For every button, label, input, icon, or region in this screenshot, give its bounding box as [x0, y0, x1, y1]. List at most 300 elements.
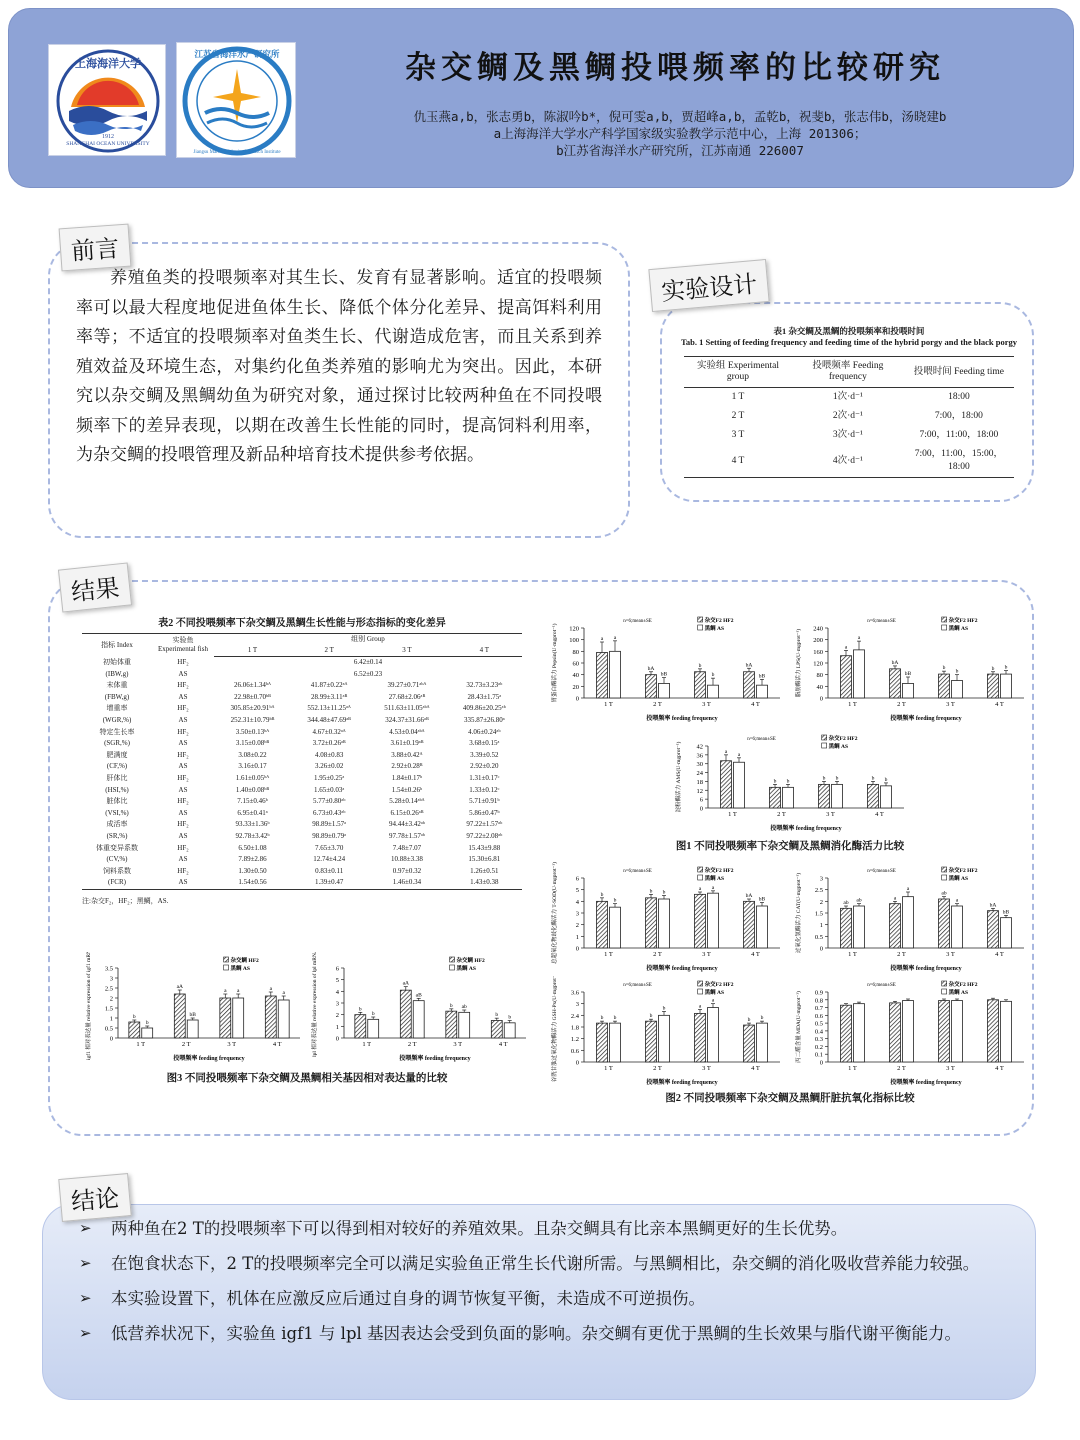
- significance-label: aB: [415, 992, 422, 999]
- table-cell: 5.28±0.14ᵃᵇᴬ: [389, 797, 425, 806]
- chart-cat: [792, 862, 1032, 974]
- bar-hf2: [939, 674, 950, 698]
- table-cell: 15.43±9.88: [468, 843, 501, 852]
- x-axis-label: 投喂频率 feeding frequency: [890, 1080, 962, 1086]
- bar-hf2: [174, 994, 185, 1038]
- significance-label: bB: [660, 671, 668, 678]
- bar-hf2: [988, 1000, 999, 1062]
- legend-swatch-hf2: [698, 981, 703, 986]
- table-cell: AS: [152, 877, 214, 889]
- table-row: [82, 843, 522, 855]
- table-cell: (FCR): [82, 877, 152, 889]
- table-cell: 18:00: [948, 392, 970, 402]
- table-row: [82, 750, 522, 762]
- y-axis-label: lpl 相对表达量 relative expression of lpl mRNA: [312, 952, 318, 1057]
- bar-as: [903, 683, 914, 698]
- fig2-caption: 图2 不同投喂频率下杂交鲷及黑鲷肝脏抗氧化指标比较: [665, 1093, 915, 1104]
- bar-hf2: [744, 1025, 755, 1062]
- table1-grid: [684, 356, 1014, 478]
- table-cell: 335.87±26.80ᵃ: [463, 715, 505, 724]
- table1-header-group: 实验组 Experimental group: [684, 357, 792, 388]
- y-tick-label: 0.9: [814, 989, 823, 997]
- bar-as: [233, 998, 244, 1038]
- legend-label-hf2: 杂交F2 HF2: [948, 982, 978, 988]
- significance-label: a: [906, 886, 910, 892]
- bar-as: [142, 1028, 153, 1038]
- table-cell: 5.77±0.80ᵃᵇ: [312, 797, 346, 806]
- list-item: [79, 1252, 1015, 1275]
- bar-hf2: [770, 787, 781, 808]
- y-tick-label: 4: [335, 988, 339, 996]
- y-tick-label: 24: [696, 770, 703, 778]
- table-cell: 97.78±1.57ᵃᵇ: [388, 831, 425, 840]
- legend-swatch-as: [450, 965, 455, 970]
- logo1-cn-text: 上海海洋大学: [75, 58, 141, 70]
- y-tick-label: 20: [572, 683, 579, 691]
- table-cell: 0.83±0.11: [315, 866, 344, 875]
- significance-label: a: [844, 644, 848, 651]
- x-axis-label: 投喂频率 feeding frequency: [890, 716, 962, 722]
- x-tick-label: 3 T: [227, 1041, 237, 1048]
- x-tick-label: 4 T: [751, 701, 760, 708]
- significance-label: bB: [189, 1012, 196, 1018]
- significance-label: a: [698, 1003, 702, 1010]
- table2-group-4t: 4 T: [447, 645, 522, 657]
- significance-label: a: [236, 988, 240, 994]
- bar-as: [734, 762, 745, 808]
- table-cell: 2.92±0.28ᴮ: [391, 762, 423, 771]
- table-cell: HF₂: [177, 866, 189, 875]
- table-row: [82, 854, 522, 866]
- bar-as: [832, 784, 843, 808]
- significance-label: bA: [647, 665, 655, 672]
- table-cell: (WGR,%): [102, 715, 132, 724]
- significance-label: b: [358, 1006, 362, 1013]
- chart-lpl: [308, 952, 534, 1064]
- y-tick-label: 0: [819, 1059, 823, 1067]
- table-cell: 32.73±3.23ᵃᵇ: [466, 681, 503, 690]
- bar-as: [757, 906, 768, 948]
- significance-label: a: [269, 986, 273, 992]
- table-cell: AS: [178, 855, 188, 864]
- x-axis-label: 投喂频率 feeding frequency: [646, 1080, 718, 1086]
- legend-label-hf2: 杂交F2 HF2: [704, 982, 734, 988]
- x-axis-label: 投喂频率 feeding frequency: [173, 1056, 245, 1062]
- significance-label: ab: [856, 897, 862, 904]
- significance-label: b: [822, 775, 826, 782]
- significance-label: b: [662, 1005, 666, 1012]
- table-cell: 22.98±0.70ᵇᴮ: [234, 692, 271, 701]
- y-tick-label: 0: [699, 805, 703, 813]
- y-tick-label: 1.5: [104, 1005, 113, 1013]
- y-tick-label: 80: [572, 648, 579, 656]
- table-row: [82, 866, 522, 878]
- bar-as: [757, 1023, 768, 1062]
- legend-swatch-hf2: [822, 735, 827, 740]
- significance-label: b: [449, 1002, 453, 1009]
- legend-label-hf2: 杂交F2 HF2: [948, 868, 978, 874]
- significance-label: ab: [941, 890, 947, 897]
- table-cell: 7:00，11:00，15:00，18:00: [904, 445, 1014, 478]
- legend-swatch-hf2: [224, 957, 229, 962]
- affiliation-b: b江苏省海洋水产研究所，江苏南通 226007: [556, 143, 804, 158]
- fig1-panel-pepsin: [548, 612, 788, 728]
- table-cell: 3.88±0.42ᴬ: [391, 750, 423, 759]
- y-axis-label: 丙二醛含量 MDA(U·mgprot⁻¹): [796, 991, 802, 1063]
- significance-label: b: [649, 888, 653, 895]
- bar-hf2: [129, 1022, 140, 1038]
- legend-label-hf2: 杂交F2 HF2: [948, 618, 978, 624]
- table-cell: 94.44±3.42ᵃᵇ: [388, 820, 425, 829]
- table-cell: 344.48±47.69ᵃᴮ: [307, 715, 351, 724]
- x-axis-label: 投喂频率 feeding frequency: [646, 716, 718, 722]
- legend-label-hf2: 杂交鲷 HF2: [230, 958, 259, 964]
- bar-hf2: [890, 904, 901, 948]
- table-cell: 1 T: [731, 392, 745, 402]
- table-cell: 97.22±2.08ᵃᵇ: [466, 831, 503, 840]
- table-cell: 1.30±0.50: [238, 866, 267, 875]
- table-cell: 成活率: [106, 820, 128, 829]
- legend-label-as: 黑鲷 AS: [230, 966, 250, 972]
- table-row: [82, 657, 522, 669]
- conclusion-text: 本实验设置下，机体在应激反应后通过自身的调节恢复平衡，未造成不可逆损伤。: [111, 1289, 705, 1308]
- table-cell: 324.37±31.66ᵃᴮ: [385, 715, 429, 724]
- table-cell: 39.27±0.71ᵃᵇᴬ: [387, 681, 427, 690]
- table-cell: 4.08±0.83: [314, 750, 344, 759]
- bar-as: [610, 907, 621, 948]
- table-cell: AS: [178, 831, 188, 840]
- table-cell: (SGR,%): [104, 739, 130, 748]
- table1-caption-en: Tab. 1 Setting of feeding frequency and feeding time of the hybrid porgy and the black porgy: [680, 337, 1017, 347]
- table-cell: HF₂: [177, 727, 189, 736]
- table-cell: 4.53±0.04ᵃᵇᴬ: [389, 727, 425, 736]
- bar-as: [368, 1019, 379, 1038]
- table-cell: HF₂: [177, 773, 189, 782]
- x-tick-label: 3 T: [702, 701, 711, 708]
- bar-hf2: [721, 761, 732, 808]
- legend-label-as: 黑鲷 AS: [456, 966, 476, 972]
- bar-hf2: [841, 656, 852, 698]
- table-cell: AS: [178, 692, 188, 701]
- y-tick-label: 5: [335, 977, 339, 985]
- table-cell: 饲料系数: [103, 866, 131, 875]
- bar-as: [903, 1001, 914, 1062]
- legend-swatch-as: [822, 743, 827, 748]
- x-tick-label: 4 T: [751, 1065, 760, 1072]
- x-tick-label: 4 T: [875, 811, 884, 818]
- bar-hf2: [868, 784, 879, 808]
- table-cell: 3.39±0.52: [470, 750, 499, 759]
- table-cell: 脏体比: [106, 797, 128, 806]
- x-tick-label: 3 T: [946, 701, 955, 708]
- legend-label-as: 黑鲷 AS: [704, 990, 725, 996]
- chart-pepsin: [548, 612, 788, 724]
- legend-swatch-as: [224, 965, 229, 970]
- legend-label-hf2: 杂交F2 HF2: [704, 868, 734, 874]
- arrow-bullet-icon: ➢: [79, 1254, 92, 1272]
- table-cell: 6.15±0.26ᵃᴮ: [390, 808, 424, 817]
- significance-label: ab: [461, 1004, 467, 1010]
- table-cell: HF₂: [177, 750, 189, 759]
- significance-label: b: [786, 778, 790, 785]
- chart-mda: [792, 976, 1032, 1088]
- table-row: [82, 738, 522, 750]
- table-cell: 1.61±0.05ᵇᴬ: [235, 773, 270, 782]
- table-cell: 6.50±1.08: [238, 843, 267, 852]
- table-cell: 28.99±3.11ᵃᴮ: [311, 692, 348, 701]
- table-cell: 27.68±2.06ᵃᴮ: [388, 692, 426, 701]
- table-row: [82, 796, 522, 808]
- significance-label: b: [132, 1014, 136, 1020]
- bar-as: [903, 897, 914, 948]
- table-cell: 4.06±0.24ᵃᵇ: [468, 727, 501, 736]
- legend-swatch-hf2: [942, 981, 947, 986]
- y-tick-label: 42: [696, 743, 703, 751]
- bar-as: [278, 1000, 289, 1038]
- bar-hf2: [695, 894, 706, 948]
- significance-label: b: [145, 1020, 149, 1026]
- significance-label: b: [1004, 664, 1008, 671]
- bar-hf2: [939, 899, 950, 948]
- significance-label: a: [711, 884, 715, 891]
- significance-label: b: [600, 1015, 604, 1022]
- bar-hf2: [646, 1021, 657, 1062]
- table-cell: 93.33±1.36ᵇ: [235, 820, 270, 829]
- bar-hf2: [355, 1015, 366, 1038]
- bar-as: [854, 906, 865, 948]
- list-item: [79, 1322, 1015, 1345]
- sample-size-note: n=6;mean±SE: [867, 869, 896, 874]
- x-tick-label: 3 T: [826, 811, 835, 818]
- table-cell: 2 T: [731, 411, 745, 421]
- y-tick-label: 3: [335, 1000, 339, 1008]
- table-cell: 12.74±4.24: [313, 855, 346, 864]
- y-tick-label: 80: [816, 672, 823, 680]
- significance-label: ab: [843, 900, 849, 906]
- section-tag-intro: 前言: [59, 224, 132, 272]
- chart-gsh: [548, 976, 788, 1088]
- table-cell: 15.30±6.81: [468, 855, 501, 864]
- table-cell: HF₂: [177, 843, 189, 852]
- author-block: [360, 108, 1000, 159]
- author-list: 仇玉燕a,b，张志勇b，陈淑吟b*，倪可雯a,b，贾超峰a,b，孟乾b，祝斐b，张志伟b，汤晓建b: [413, 109, 947, 124]
- table-cell: 末体重: [106, 681, 128, 690]
- bar-hf2: [939, 1001, 950, 1062]
- significance-label: bB: [904, 671, 912, 677]
- table-row: [82, 703, 522, 715]
- y-tick-label: 40: [572, 672, 579, 680]
- bar-hf2: [646, 898, 657, 948]
- x-tick-label: 3 T: [946, 951, 955, 958]
- y-tick-label: 0.6: [814, 1012, 823, 1020]
- significance-label: b: [871, 775, 875, 782]
- table-row: [82, 819, 522, 831]
- bar-hf2: [646, 675, 657, 698]
- legend-label-as: 黑鲷 AS: [948, 876, 969, 882]
- bar-as: [708, 893, 719, 948]
- table-cell: 92.78±3.42ᵇ: [235, 831, 270, 840]
- table-cell: 305.85±20.91ᵇᴬ: [230, 704, 275, 713]
- bar-as: [413, 1001, 424, 1038]
- y-tick-label: 0: [109, 1035, 113, 1043]
- table2-body: [82, 657, 522, 890]
- legend-swatch-as: [698, 625, 703, 630]
- significance-label: bA: [745, 893, 753, 899]
- x-tick-label: 3 T: [702, 951, 711, 958]
- fig3-panel-igf1: [82, 952, 308, 1068]
- table1-header-time: 投喂时间 Feeding time: [904, 357, 1014, 388]
- logo1-en-text: SHANGHAI OCEAN UNIVERSITY: [66, 141, 150, 147]
- y-axis-label: 谷胱甘肽过氧化物酶活力 GSH-Px(U·mgprot⁻¹): [552, 976, 558, 1083]
- legend-swatch-as: [942, 989, 947, 994]
- table-cell: 1.33±0.12ᶜ: [469, 785, 500, 794]
- significance-label: b: [835, 775, 839, 782]
- x-tick-label: 2 T: [897, 701, 906, 708]
- bar-as: [757, 685, 768, 698]
- y-tick-label: 40: [816, 683, 823, 691]
- logo2-en-text: Jiangsu Marine Fisheries Research Institute: [193, 150, 281, 155]
- significance-label: bA: [745, 662, 753, 669]
- y-axis-label: 脂肪酶活力 LPS(U·mgprot⁻¹): [796, 628, 802, 698]
- legend-label-hf2: 杂交鲷 HF2: [456, 958, 485, 964]
- table-cell: (VSI,%): [105, 808, 129, 817]
- y-tick-label: 12: [696, 787, 703, 795]
- table-cell: 26.06±1.34ᵇᴬ: [234, 681, 271, 690]
- list-item: [79, 1287, 1015, 1310]
- x-tick-label: 1 T: [604, 951, 613, 958]
- significance-label: bA: [891, 659, 899, 666]
- x-axis-label: 投喂频率 feeding frequency: [646, 966, 718, 972]
- table-cell: (CF,%): [106, 762, 128, 771]
- table-cell: 3.72±0.26ᵃᴮ: [312, 739, 346, 748]
- x-tick-label: 2 T: [653, 951, 662, 958]
- list-item: [79, 1217, 1015, 1240]
- table-cell: HF₂: [177, 704, 189, 713]
- arrow-bullet-icon: ➢: [79, 1289, 92, 1307]
- table-row: [82, 715, 522, 727]
- table-cell: 2次·d⁻¹: [832, 411, 863, 421]
- significance-label: b: [884, 776, 888, 783]
- bar-hf2: [400, 990, 411, 1038]
- x-axis-label: 投喂频率 feeding frequency: [890, 966, 962, 972]
- bar-as: [708, 685, 719, 698]
- table-row: [82, 773, 522, 785]
- legend-swatch-as: [698, 989, 703, 994]
- y-tick-label: 36: [696, 752, 703, 760]
- table-row: [82, 680, 522, 692]
- fig1-panel-amylase: [672, 730, 912, 838]
- table-cell: 1次·d⁻¹: [832, 392, 863, 402]
- legend-swatch-hf2: [450, 957, 455, 962]
- fig3-panel-lpl: [308, 952, 534, 1068]
- table-cell: 7:00，11:00，18:00: [919, 430, 999, 440]
- table-cell: AS: [178, 785, 188, 794]
- table-row: [82, 831, 522, 843]
- y-tick-label: 2: [335, 1012, 339, 1020]
- table-cell: 6.42±0.14: [353, 658, 383, 666]
- significance-label: a: [613, 634, 617, 641]
- bar-hf2: [695, 1013, 706, 1062]
- x-tick-label: 2 T: [897, 1065, 906, 1072]
- significance-label: aA: [176, 984, 184, 990]
- table-cell: 体重变异系数: [96, 843, 138, 852]
- y-tick-label: 6: [575, 875, 579, 883]
- bar-hf2: [988, 911, 999, 948]
- significance-label: b: [698, 662, 702, 669]
- y-tick-label: 1: [575, 933, 579, 941]
- bar-as: [187, 1020, 198, 1038]
- x-tick-label: 3 T: [946, 1065, 955, 1072]
- table2-grid: [82, 633, 522, 890]
- table-cell: 7.48±7.07: [392, 843, 422, 852]
- x-tick-label: 3 T: [453, 1041, 463, 1048]
- table-cell: (HSI,%): [105, 785, 129, 794]
- significance-label: b: [747, 1017, 751, 1024]
- bar-hf2: [744, 672, 755, 698]
- y-axis-label: 淀粉酶活力 AMS(U·mgprot⁻¹): [676, 741, 682, 813]
- y-axis-label: 总超氧化物歧化酶活力 T-SOD(U·mgprot⁻¹): [552, 862, 558, 964]
- y-tick-label: 3: [819, 875, 823, 883]
- x-tick-label: 1 T: [604, 701, 613, 708]
- significance-label: b: [613, 1015, 617, 1022]
- affiliation-a: a上海海洋大学水产科学国家级实验教学示范中心，上海 201306；: [493, 126, 867, 141]
- bar-as: [659, 683, 670, 698]
- legend-label-hf2: 杂交F2 HF2: [704, 618, 734, 624]
- legend-swatch-hf2: [698, 867, 703, 872]
- x-tick-label: 1 T: [136, 1041, 146, 1048]
- y-tick-label: 0.5: [814, 1020, 823, 1028]
- section-tag-design: 实验设计: [648, 259, 769, 312]
- significance-label: b: [613, 897, 617, 904]
- table-cell: AS: [178, 762, 188, 771]
- table-cell: HF₂: [177, 657, 189, 666]
- table-cell: 1.65±0.03ᵃ: [314, 785, 345, 794]
- table-cell: HF₂: [177, 797, 189, 806]
- bar-hf2: [819, 784, 830, 808]
- significance-label: b: [649, 1013, 653, 1020]
- chart-tsod: [548, 862, 788, 974]
- y-tick-label: 18: [696, 778, 703, 786]
- x-tick-label: 1 T: [848, 1065, 857, 1072]
- table-cell: 3.68±0.15ᵃ: [469, 739, 500, 748]
- table-row: [684, 426, 1014, 445]
- bar-hf2: [890, 1003, 901, 1062]
- table-cell: 3.50±0.13ᵇᴬ: [235, 727, 270, 736]
- x-tick-label: 1 T: [848, 701, 857, 708]
- table-cell: 7.65±3.70: [314, 843, 344, 852]
- table-cell: AS: [178, 808, 188, 817]
- table1: [676, 326, 1022, 478]
- table2-caption: 表2 不同投喂频率下杂交鲷及黑鲷生长性能与形态指标的变化差异: [158, 618, 446, 629]
- x-tick-label: 2 T: [777, 811, 786, 818]
- y-tick-label: 0.7: [814, 1005, 823, 1013]
- table-cell: 10.88±3.38: [391, 855, 423, 864]
- y-tick-label: 0.5: [104, 1025, 113, 1033]
- y-tick-label: 200: [813, 637, 823, 645]
- table-cell: AS: [178, 669, 188, 678]
- y-tick-label: 120: [569, 625, 579, 633]
- y-tick-label: 4: [575, 898, 579, 906]
- table-cell: 1.39±0.47: [291, 877, 367, 889]
- table2-note: 注:杂交F₂，HF₂；黑鲷，AS.: [82, 896, 169, 905]
- x-tick-label: 1 T: [848, 951, 857, 958]
- table-cell: 1.54±0.56: [214, 877, 291, 889]
- bar-as: [952, 906, 963, 948]
- y-tick-label: 1.5: [814, 910, 823, 918]
- y-tick-label: 0.4: [814, 1028, 823, 1036]
- y-tick-label: 0.5: [814, 933, 823, 941]
- table-cell: 6.52±0.23: [353, 669, 383, 678]
